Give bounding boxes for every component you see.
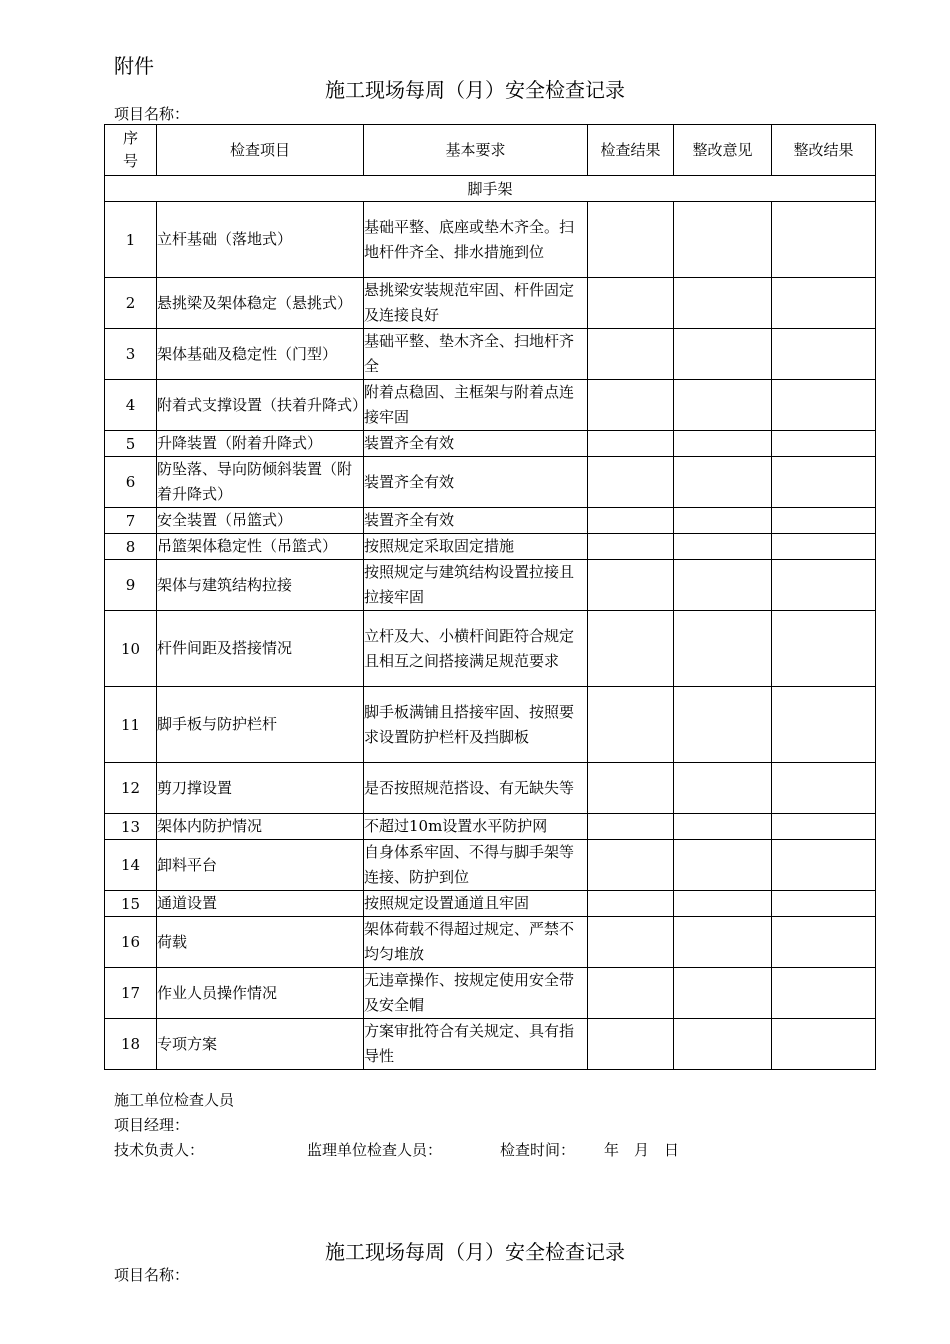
result-cell <box>588 687 674 763</box>
inspection-item: 专项方案 <box>157 1019 364 1070</box>
inspection-item: 剪刀撑设置 <box>157 763 364 814</box>
result-cell <box>588 431 674 457</box>
attachment-label: 附件 <box>114 54 154 78</box>
signature-line <box>114 1139 714 1161</box>
inspection-item: 脚手板与防护栏杆 <box>157 687 364 763</box>
basic-requirement: 立杆及大、小横杆间距符合规定且相互之间搭接满足规范要求 <box>364 611 588 687</box>
rectify-result-cell <box>772 380 876 431</box>
opinion-cell <box>674 917 772 968</box>
basic-requirement: 无违章操作、按规定使用安全带及安全帽 <box>364 968 588 1019</box>
table-row <box>105 560 876 611</box>
opinion-cell <box>674 611 772 687</box>
rectify-result-cell <box>772 278 876 329</box>
row-number: 2 <box>105 278 157 329</box>
rectify-result-cell <box>772 611 876 687</box>
table-row <box>105 891 876 917</box>
table-row <box>105 840 876 891</box>
rectify-result-cell <box>772 763 876 814</box>
result-cell <box>588 278 674 329</box>
result-cell <box>588 329 674 380</box>
inspection-item: 防坠落、导向防倾斜装置（附着升降式） <box>157 457 364 508</box>
inspection-item: 杆件间距及搭接情况 <box>157 611 364 687</box>
project-name-label: 项目名称： <box>114 105 190 123</box>
result-cell <box>588 814 674 840</box>
row-number: 11 <box>105 687 157 763</box>
basic-requirement: 悬挑梁安装规范牢固、杆件固定及连接良好 <box>364 278 588 329</box>
result-cell <box>588 534 674 560</box>
contractor-inspector-label: 施工单位检查人员 <box>114 1091 235 1109</box>
opinion-cell <box>674 278 772 329</box>
inspection-item: 悬挑梁及架体稳定（悬挑式） <box>157 278 364 329</box>
opinion-cell <box>674 329 772 380</box>
table-row <box>105 763 876 814</box>
row-number: 15 <box>105 891 157 917</box>
row-number: 13 <box>105 814 157 840</box>
table-row <box>105 457 876 508</box>
rectify-result-cell <box>772 687 876 763</box>
result-cell <box>588 968 674 1019</box>
rectify-result-cell <box>772 560 876 611</box>
project-name-label-second: 项目名称： <box>114 1266 190 1284</box>
basic-requirement: 装置齐全有效 <box>364 508 588 534</box>
table-row <box>105 1019 876 1070</box>
row-number: 5 <box>105 431 157 457</box>
table-row <box>105 508 876 534</box>
section-row <box>105 176 876 202</box>
opinion-cell <box>674 891 772 917</box>
basic-requirement: 架体荷载不得超过规定、严禁不均匀堆放 <box>364 917 588 968</box>
opinion-cell <box>674 687 772 763</box>
basic-requirement: 自身体系牢固、不得与脚手架等连接、防护到位 <box>364 840 588 891</box>
rectify-result-cell <box>772 508 876 534</box>
inspection-item: 立杆基础（落地式） <box>157 202 364 278</box>
basic-requirement: 按照规定与建筑结构设置拉接且拉接牢固 <box>364 560 588 611</box>
rectify-result-cell <box>772 534 876 560</box>
header-no: 序号 <box>105 125 157 176</box>
inspection-date: 年 月 日 <box>604 1141 680 1159</box>
table-row <box>105 431 876 457</box>
inspection-table <box>104 124 876 1070</box>
row-number: 9 <box>105 560 157 611</box>
row-number: 8 <box>105 534 157 560</box>
basic-requirement: 附着点稳固、主框架与附着点连接牢固 <box>364 380 588 431</box>
table-row <box>105 611 876 687</box>
opinion-cell <box>674 763 772 814</box>
result-cell <box>588 611 674 687</box>
inspection-item: 升降装置（附着升降式） <box>157 431 364 457</box>
opinion-cell <box>674 534 772 560</box>
project-manager-label: 项目经理： <box>114 1116 190 1134</box>
section-label: 脚手架 <box>105 176 876 202</box>
result-cell <box>588 763 674 814</box>
header-rectify-result: 整改结果 <box>772 125 876 176</box>
row-number: 4 <box>105 380 157 431</box>
table-row <box>105 202 876 278</box>
opinion-cell <box>674 814 772 840</box>
result-cell <box>588 840 674 891</box>
row-number: 18 <box>105 1019 157 1070</box>
header-result: 检查结果 <box>588 125 674 176</box>
result-cell <box>588 202 674 278</box>
rectify-result-cell <box>772 202 876 278</box>
basic-requirement: 脚手板满铺且搭接牢固、按照要求设置防护栏杆及挡脚板 <box>364 687 588 763</box>
rectify-result-cell <box>772 968 876 1019</box>
inspection-item: 架体内防护情况 <box>157 814 364 840</box>
table-row <box>105 278 876 329</box>
opinion-cell <box>674 560 772 611</box>
opinion-cell <box>674 431 772 457</box>
result-cell <box>588 891 674 917</box>
rectify-result-cell <box>772 917 876 968</box>
opinion-cell <box>674 380 772 431</box>
opinion-cell <box>674 202 772 278</box>
basic-requirement: 基础平整、垫木齐全、扫地杆齐全 <box>364 329 588 380</box>
rectify-result-cell <box>772 814 876 840</box>
basic-requirement: 基础平整、底座或垫木齐全。扫地杆件齐全、排水措施到位 <box>364 202 588 278</box>
header-requirement: 基本要求 <box>364 125 588 176</box>
row-number: 12 <box>105 763 157 814</box>
basic-requirement: 不超过10m设置水平防护网 <box>364 814 588 840</box>
header-item: 检查项目 <box>157 125 364 176</box>
opinion-cell <box>674 457 772 508</box>
row-number: 1 <box>105 202 157 278</box>
basic-requirement: 按照规定采取固定措施 <box>364 534 588 560</box>
table-row <box>105 687 876 763</box>
row-number: 17 <box>105 968 157 1019</box>
result-cell <box>588 380 674 431</box>
table-row <box>105 534 876 560</box>
row-number: 14 <box>105 840 157 891</box>
table-row <box>105 968 876 1019</box>
result-cell <box>588 1019 674 1070</box>
result-cell <box>588 560 674 611</box>
supervisor-label: 监理单位检查人员： <box>307 1141 443 1159</box>
row-number: 16 <box>105 917 157 968</box>
row-number: 6 <box>105 457 157 508</box>
basic-requirement: 装置齐全有效 <box>364 431 588 457</box>
rectify-result-cell <box>772 891 876 917</box>
rectify-result-cell <box>772 431 876 457</box>
header-row <box>105 125 876 176</box>
table-row <box>105 329 876 380</box>
page-title: 施工现场每周（月）安全检查记录 <box>325 78 625 102</box>
inspection-item: 作业人员操作情况 <box>157 968 364 1019</box>
rectify-result-cell <box>772 329 876 380</box>
table-row <box>105 814 876 840</box>
basic-requirement: 是否按照规范搭设、有无缺失等 <box>364 763 588 814</box>
inspection-item: 附着式支撑设置（扶着升降式） <box>157 380 364 431</box>
opinion-cell <box>674 968 772 1019</box>
row-number: 7 <box>105 508 157 534</box>
opinion-cell <box>674 508 772 534</box>
rectify-result-cell <box>772 457 876 508</box>
page-title-second: 施工现场每周（月）安全检查记录 <box>325 1240 625 1264</box>
result-cell <box>588 457 674 508</box>
opinion-cell <box>674 1019 772 1070</box>
table-row <box>105 380 876 431</box>
inspection-item: 吊篮架体稳定性（吊篮式） <box>157 534 364 560</box>
table-row <box>105 917 876 968</box>
inspection-item: 安全装置（吊篮式） <box>157 508 364 534</box>
header-opinion: 整改意见 <box>674 125 772 176</box>
basic-requirement: 方案审批符合有关规定、具有指导性 <box>364 1019 588 1070</box>
inspection-item: 卸料平台 <box>157 840 364 891</box>
inspection-item: 架体与建筑结构拉接 <box>157 560 364 611</box>
rectify-result-cell <box>772 840 876 891</box>
tech-lead-label: 技术负责人： <box>114 1141 205 1159</box>
inspection-item: 荷载 <box>157 917 364 968</box>
result-cell <box>588 508 674 534</box>
inspection-item: 架体基础及稳定性（门型） <box>157 329 364 380</box>
inspection-item: 通道设置 <box>157 891 364 917</box>
row-number: 10 <box>105 611 157 687</box>
opinion-cell <box>674 840 772 891</box>
rectify-result-cell <box>772 1019 876 1070</box>
basic-requirement: 装置齐全有效 <box>364 457 588 508</box>
result-cell <box>588 917 674 968</box>
row-number: 3 <box>105 329 157 380</box>
inspection-time-label: 检查时间： <box>500 1141 576 1159</box>
basic-requirement: 按照规定设置通道且牢固 <box>364 891 588 917</box>
